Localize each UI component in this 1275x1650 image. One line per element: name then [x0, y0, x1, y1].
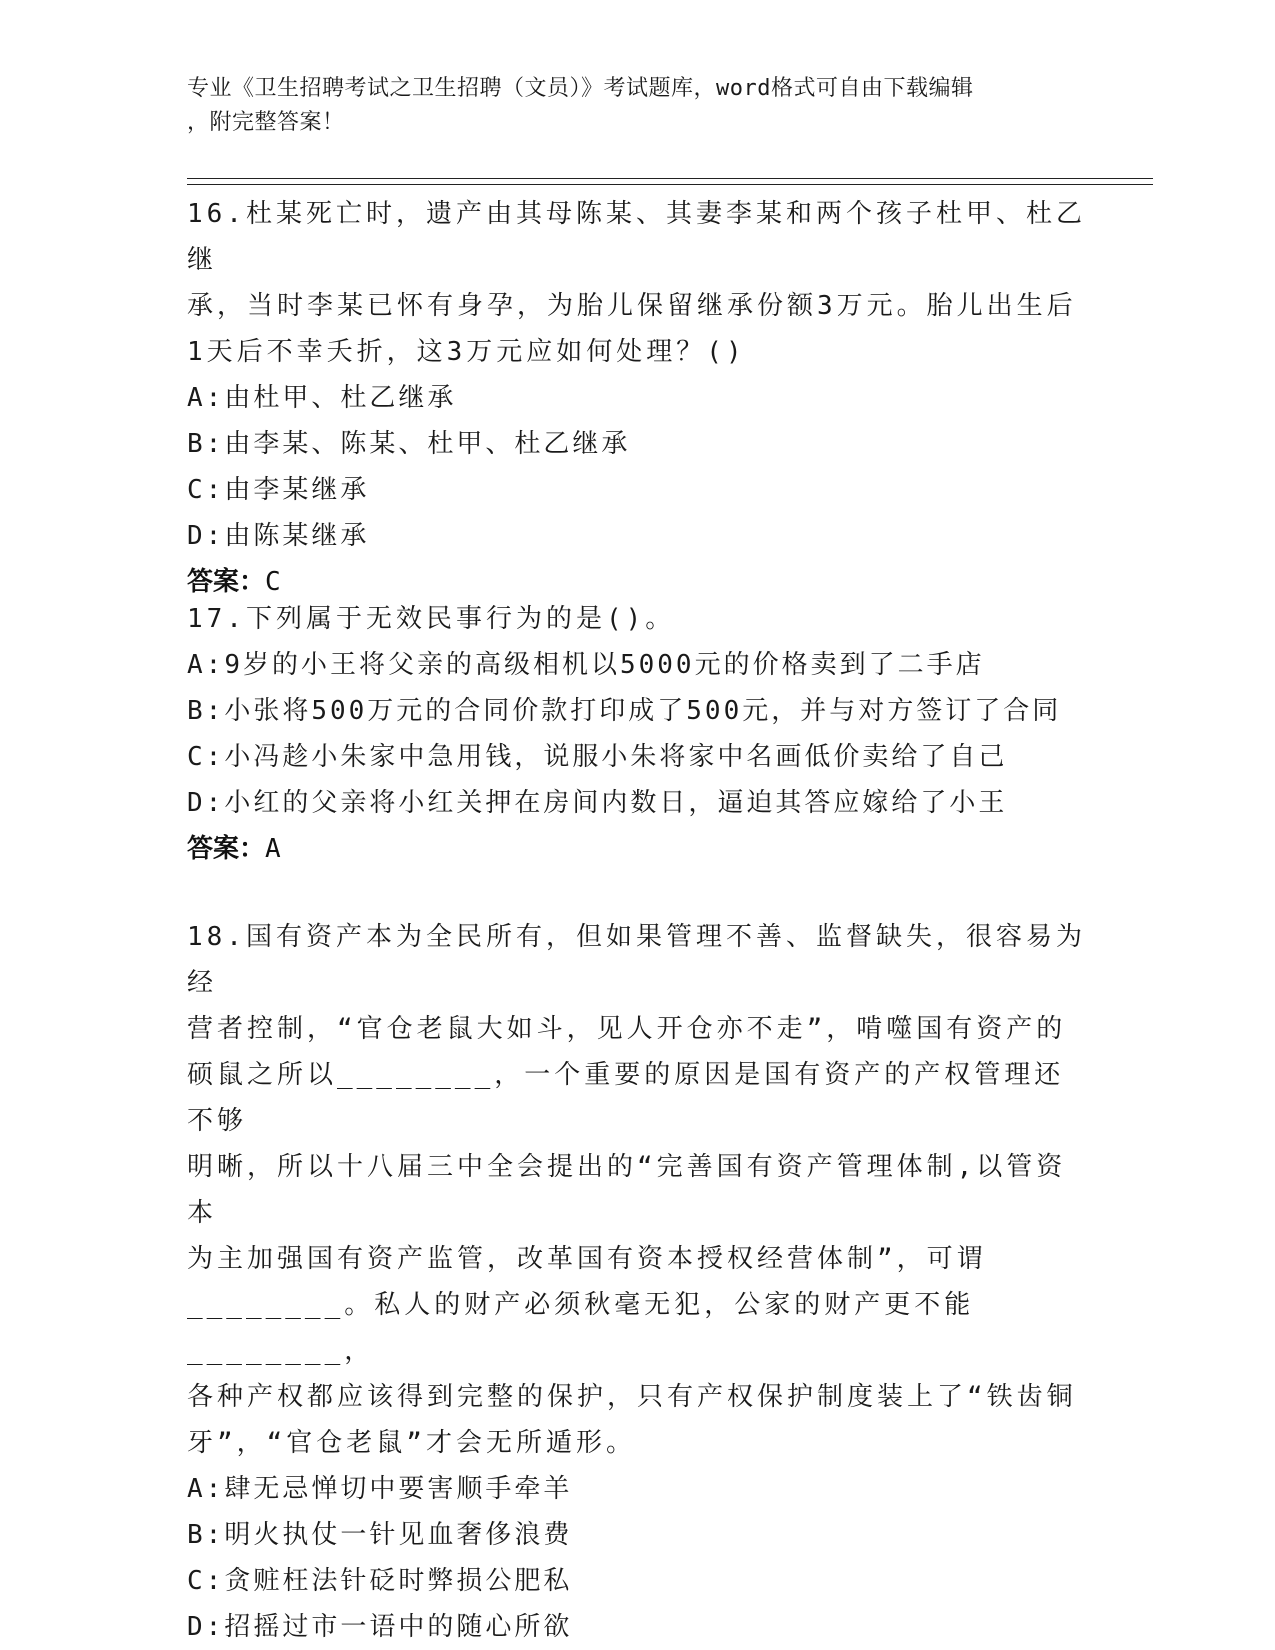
question-16 — [187, 191, 1087, 605]
option-c: C:小冯趁小朱家中急用钱，说服小朱将家中名画低价卖给了自己 — [187, 742, 1008, 772]
answer-value: C — [265, 567, 281, 597]
answer-label: 答案： — [187, 834, 266, 864]
answer-value: A — [265, 834, 281, 864]
header-line-2: ，附完整答案！ — [187, 110, 345, 135]
option-d: D:招摇过市一语中的随心所欲 — [187, 1612, 573, 1642]
answer-line — [187, 826, 1087, 872]
option-d: D:由陈某继承 — [187, 521, 370, 551]
question-stem-line: 1天后不幸夭折，这3万元应如何处理？() — [187, 337, 746, 367]
header-line-1: 专业《卫生招聘考试之卫生招聘（文员）》考试题库，word格式可自由下载编辑 — [187, 76, 974, 101]
option-d: D:小红的父亲将小红关押在房间内数日，逼迫其答应嫁给了小王 — [187, 788, 1008, 818]
question-stem-line: 18.国有资产本为全民所有，但如果管理不善、监督缺失，很容易为经 — [187, 922, 1086, 998]
question-17 — [187, 596, 1087, 872]
document-header — [187, 72, 1067, 140]
question-stem-line: 硕鼠之所以________，一个重要的原因是国有资产的产权管理还不够 — [187, 1060, 1065, 1136]
option-b: B:由李某、陈某、杜甲、杜乙继承 — [187, 429, 631, 459]
question-stem-line: 16.杜某死亡时，遗产由其母陈某、其妻李某和两个孩子杜甲、杜乙继 — [187, 199, 1086, 275]
question-stem-line: 为主加强国有资产监管，改革国有资本授权经营体制”，可谓 — [187, 1244, 987, 1274]
question-stem-line: 牙”，“官仓老鼠”才会无所遁形。 — [187, 1428, 636, 1458]
option-c: C:由李某继承 — [187, 475, 370, 505]
header-rule-bottom — [187, 184, 1153, 185]
answer-label: 答案： — [187, 567, 266, 597]
question-stem-line: 明晰，所以十八届三中全会提出的“完善国有资产管理体制,以管资本 — [187, 1152, 1067, 1228]
option-a: A:由杜甲、杜乙继承 — [187, 383, 457, 413]
option-a: A:9岁的小王将父亲的高级相机以5000元的价格卖到了二手店 — [187, 650, 985, 680]
option-a: A:肆无忌惮切中要害顺手牵羊 — [187, 1474, 573, 1504]
question-stem-line: 17.下列属于无效民事行为的是()。 — [187, 604, 676, 634]
question-stem-line: 承，当时李某已怀有身孕，为胎儿保留继承份额3万元。胎儿出生后 — [187, 291, 1077, 321]
option-c: C:贪赃枉法针砭时弊损公肥私 — [187, 1566, 573, 1596]
option-b: B:明火执仗一针见血奢侈浪费 — [187, 1520, 573, 1550]
question-18 — [187, 914, 1087, 1650]
option-b: B:小张将500万元的合同价款打印成了500元，并与对方签订了合同 — [187, 696, 1062, 726]
question-stem-line: 营者控制，“官仓老鼠大如斗，见人开仓亦不走”，啃噬国有资产的 — [187, 1014, 1067, 1044]
header-rule-top — [187, 178, 1153, 179]
question-stem-line: 各种产权都应该得到完整的保护，只有产权保护制度装上了“铁齿铜 — [187, 1382, 1077, 1412]
question-stem-line: ________。私人的财产必须秋毫无犯，公家的财产更不能________， — [187, 1290, 975, 1366]
